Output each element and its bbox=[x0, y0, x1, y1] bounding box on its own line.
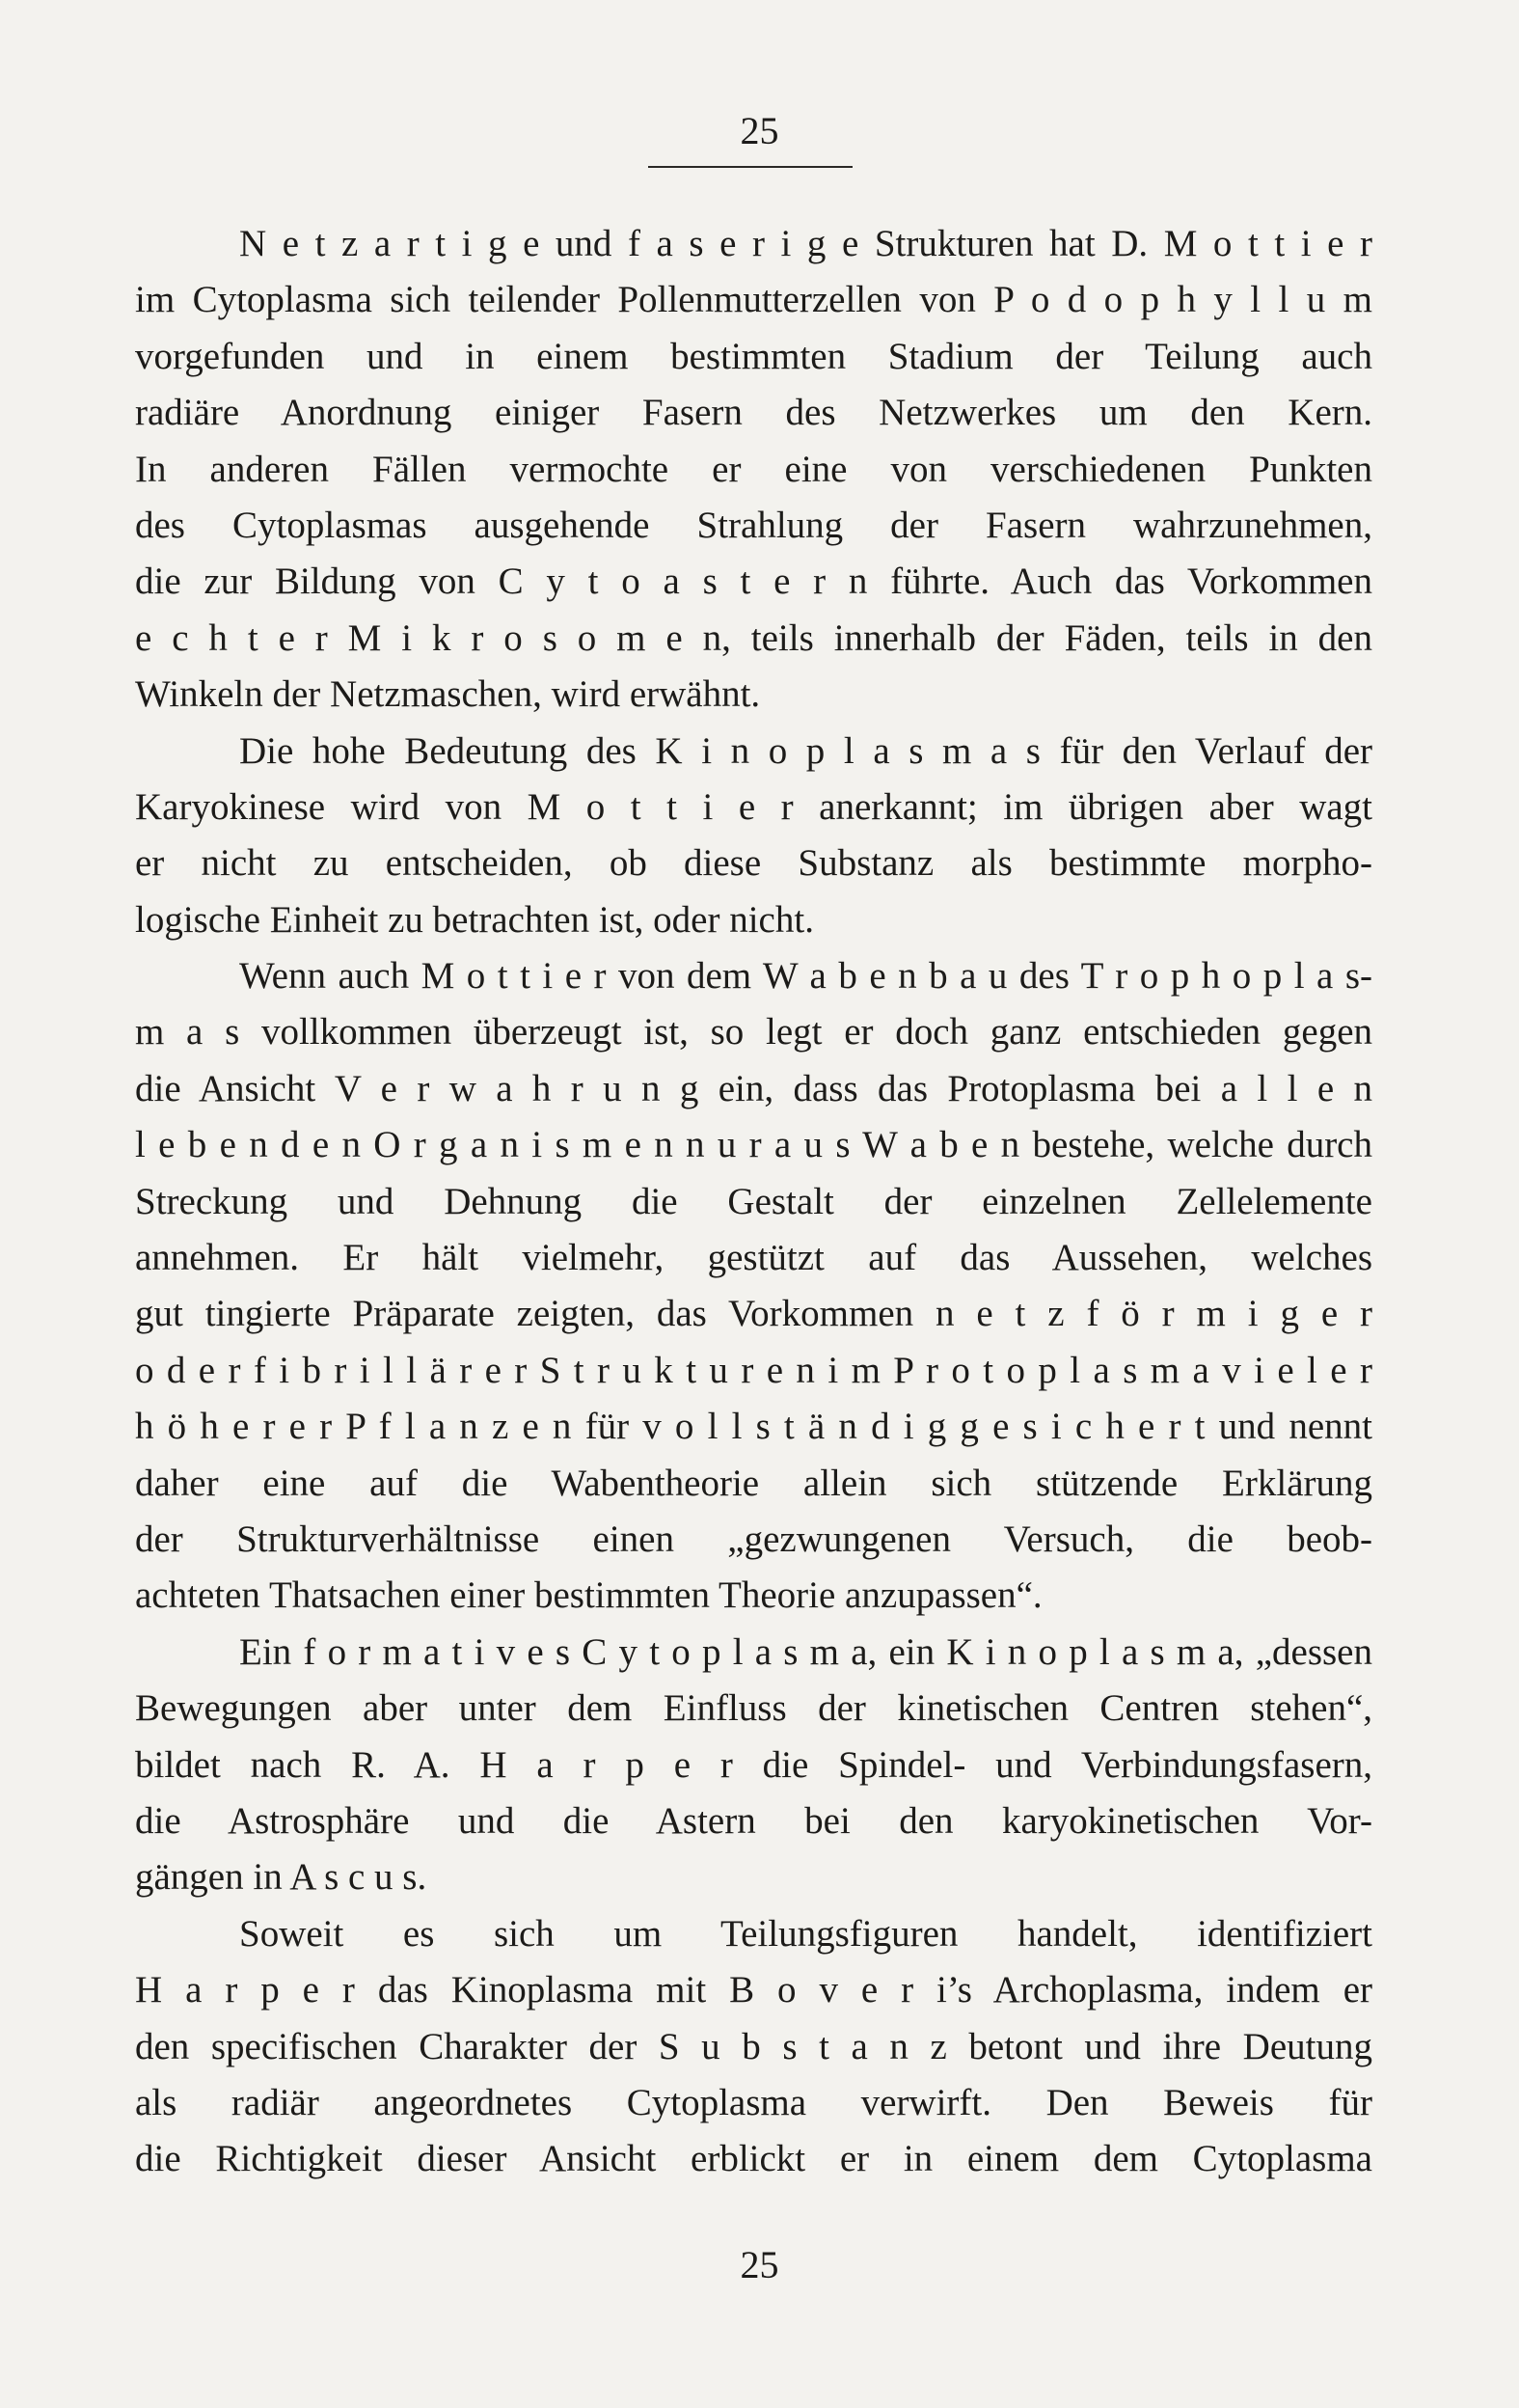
text-line: daher eine auf die Wabentheorie allein sich stützende Erklärung bbox=[135, 1462, 1372, 1504]
text-line: l e b e n d e n O r g a n i s m e n n u r a u s W a b e n bestehe, welche durch bbox=[135, 1124, 1372, 1166]
text-line: o d e r f i b r i l l ä r e r S t r u k t u r e n i m P r o t o p l a s m a v i e l e r bbox=[135, 1349, 1372, 1391]
text-line: H a r p e r das Kinoplasma mit B o v e r i’s Archoplasma, indem er bbox=[135, 1969, 1372, 2011]
text-line: annehmen. Er hält vielmehr, gestützt auf das Aussehen, welches bbox=[135, 1237, 1372, 1279]
text-line: als radiär angeordnetes Cytoplasma verwirft. Den Beweis für bbox=[135, 2081, 1372, 2123]
text-line: Die hohe Bedeutung des K i n o p l a s m a s für den Verlauf der bbox=[239, 729, 1372, 772]
text-line: Ein f o r m a t i v e s C y t o p l a s m a, ein K i n o p l a s m a, „dessen bbox=[239, 1630, 1372, 1673]
text-line: achteten Thatsachen einer bestimmten Theorie anzupassen“. bbox=[135, 1574, 1043, 1617]
text-line: er nicht zu entscheiden, ob diese Substanz als bestimmte morpho- bbox=[135, 842, 1372, 885]
text-line: die zur Bildung von C y t o a s t e r n führte. Auch das Vorkommen bbox=[135, 561, 1372, 603]
text-line: bildet nach R. A. H a r p e r die Spindel- und Verbindungsfasern, bbox=[135, 1743, 1372, 1786]
text-line: Karyokinese wird von M o t t i e r anerkannt; im übrigen aber wagt bbox=[135, 785, 1372, 828]
text-line: e c h t e r M i k r o s o m e n, teils innerhalb der Fäden, teils in den bbox=[135, 616, 1372, 659]
text-line: radiäre Anordnung einiger Fasern des Netzwerkes um den Kern. bbox=[135, 392, 1372, 434]
page-number-bottom: 25 bbox=[740, 2243, 779, 2286]
text-line: Wenn auch M o t t i e r von dem W a b e n b a u des T r o p h o p l a s- bbox=[239, 955, 1372, 998]
text-line: des Cytoplasmas ausgehende Strahlung der Fasern wahrzunehmen, bbox=[135, 504, 1372, 546]
text-line: den specifischen Charakter der S u b s t a n z betont und ihre Deutung bbox=[135, 2025, 1372, 2067]
text-line: die Richtigkeit dieser Ansicht erblickt er in einem dem Cytoplasma bbox=[135, 2138, 1372, 2180]
text-line: In anderen Fällen vermochte er eine von verschiedenen Punkten bbox=[135, 448, 1372, 490]
text-line: Soweit es sich um Teilungsfiguren handelt, identifiziert bbox=[239, 1912, 1372, 1955]
text-line: die Ansicht V e r w a h r u n g ein, dass das Protoplasma bei a l l e n bbox=[135, 1067, 1372, 1109]
text-line: N e t z a r t i g e und f a s e r i g e Strukturen hat D. M o t t i e r bbox=[239, 223, 1372, 264]
text-line: Winkeln der Netzmaschen, wird erwähnt. bbox=[135, 673, 761, 716]
text-line: h ö h e r e r P f l a n z e n für v o l l s t ä n d i g g e s i c h e r t und nennt bbox=[135, 1406, 1372, 1448]
text-line: gut tingierte Präparate zeigten, das Vorkommen n e t z f ö r m i g e r bbox=[135, 1293, 1372, 1335]
text-line: gängen in A s c u s. bbox=[135, 1856, 427, 1899]
body-text bbox=[135, 216, 1372, 2188]
text-line: Bewegungen aber unter dem Einfluss der kinetischen Centren stehen“, bbox=[135, 1687, 1372, 1730]
text-line: die Astrosphäre und die Astern bei den karyokinetischen Vor- bbox=[135, 1799, 1372, 1842]
text-line: logische Einheit zu betrachten ist, oder nicht. bbox=[135, 898, 814, 941]
text-line: im Cytoplasma sich teilender Pollenmutterzellen von P o d o p h y l l u m bbox=[135, 279, 1372, 321]
header-rule bbox=[648, 166, 853, 168]
text-line: vorgefunden und in einem bestimmten Stadium der Teilung auch bbox=[135, 335, 1372, 377]
text-line: m a s vollkommen überzeugt ist, so legt er doch ganz entschieden gegen bbox=[135, 1011, 1372, 1054]
page-number-top: 25 bbox=[740, 109, 779, 152]
text-line: der Strukturverhältnisse einen „gezwungenen Versuch, die beob- bbox=[135, 1518, 1372, 1560]
text-line: Streckung und Dehnung die Gestalt der einzelnen Zellelemente bbox=[135, 1180, 1372, 1222]
